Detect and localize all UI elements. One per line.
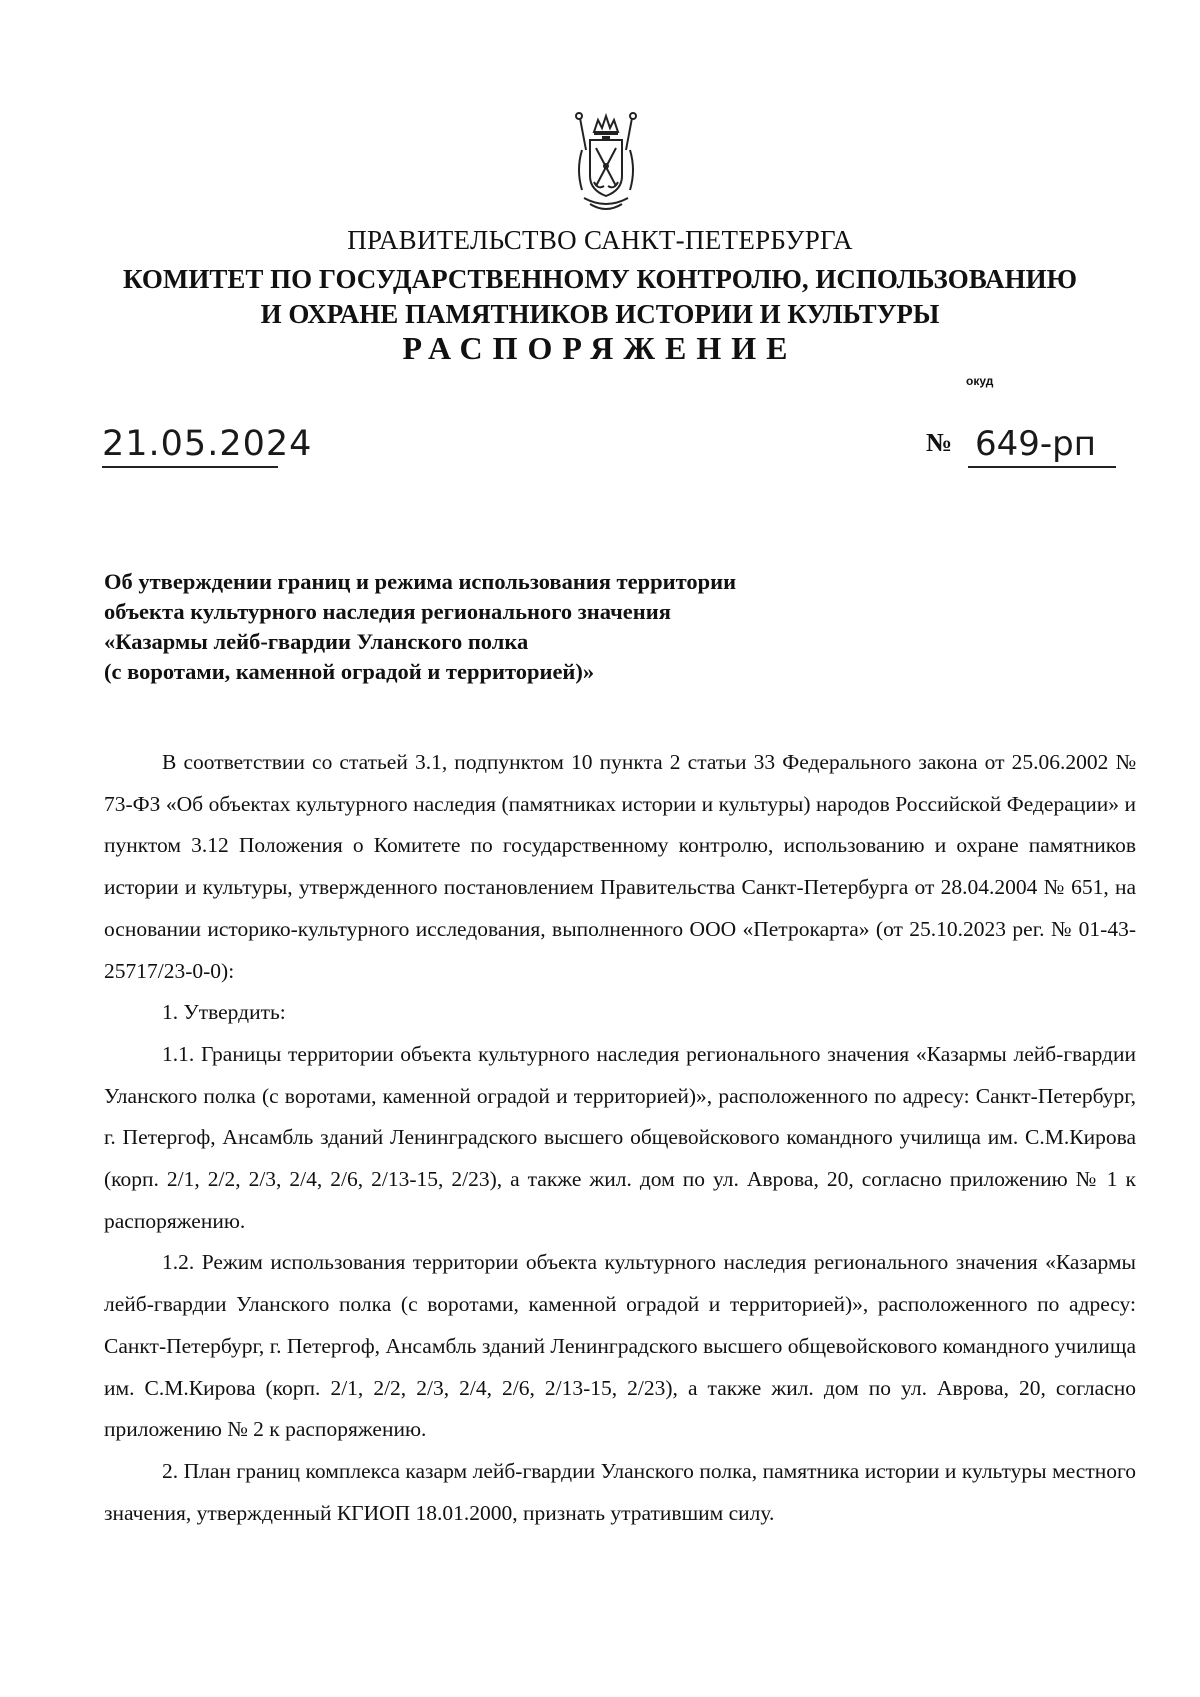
date-underline xyxy=(102,466,278,468)
item-1-2: 1.2. Режим использования территории объекта культурного наследия регионального значения «Казармы лейб-гвардии Уланского полка (с воротами, каменной оградой и территорией)», расположенного по адресу: Санкт-Петербург, г. Петергоф, Ансамбль зданий Ленинградского высшего общевойскового командного училища им. С.М.Кирова (корп. 2/1, 2/2, 2/3, 2/4, 2/6, 2/13-15, 2/23), а также жил. дом по ул. Аврова, 20, согласно приложению № 2 к распоряжению. xyxy=(104,1250,1136,1442)
document-type: РАСПОРЯЖЕНИЕ xyxy=(402,330,798,366)
number-sign: № xyxy=(926,428,953,457)
document-date: 21.05.2024 xyxy=(102,424,313,464)
okud-label: окуд xyxy=(966,374,994,388)
document-body xyxy=(104,742,1136,1534)
subject-line-4: (с воротами, каменной оградой и территорией)» xyxy=(104,659,595,684)
document-number: 649-рп xyxy=(975,424,1096,464)
intro-paragraph: В соответствии со статьей 3.1, подпунктом 10 пункта 2 статьи 33 Федерального закона от 25.06.2002 № 73-ФЗ «Об объектах культурного наследия (памятниках истории и культуры) народов Российской Федерации» и пунктом 3.12 Положения о Комитете по государственному контролю, использованию и охране памятников истории и культуры, утвержденного постановлением Правительства Санкт-Петербурга от 28.04.2004 № 651, на основании историко-культурного исследования, выполненного ООО «Петрокарта» (от 25.10.2023 рег. № 01-43-25717/23-0-0): xyxy=(104,750,1136,983)
subject-line-2: объекта культурного наследия регионального значения xyxy=(104,599,671,624)
committee-title-line-2: И ОХРАНЕ ПАМЯТНИКОВ ИСТОРИИ И КУЛЬТУРЫ xyxy=(260,299,940,329)
government-title: ПРАВИТЕЛЬСТВО САНКТ-ПЕТЕРБУРГА xyxy=(347,225,853,255)
saint-petersburg-coat-of-arms-icon xyxy=(568,110,644,216)
item-1-1: 1.1. Границы территории объекта культурного наследия регионального значения «Казармы лейб-гвардии Уланского полка (с воротами, каменной оградой и территорией)», расположенного по адресу: Санкт-Петербург, г. Петергоф, Ансамбль зданий Ленинградского высшего общевойскового командного училища им. С.М.Кирова (корп. 2/1, 2/2, 2/3, 2/4, 2/6, 2/13-15, 2/23), а также жил. дом по ул. Аврова, 20, согласно приложению № 1 к распоряжению. xyxy=(104,1041,1136,1233)
subject-line-1: Об утверждении границ и режима использования территории xyxy=(104,569,737,594)
item-1: 1. Утвердить: xyxy=(162,1000,286,1025)
committee-title xyxy=(0,262,1200,332)
document-subject xyxy=(104,567,736,687)
subject-line-3: «Казармы лейб-гвардии Уланского полка xyxy=(104,629,529,654)
committee-title-line-1: КОМИТЕТ ПО ГОСУДАРСТВЕННОМУ КОНТРОЛЮ, ИСПОЛЬЗОВАНИЮ xyxy=(123,264,1077,294)
number-underline xyxy=(968,466,1116,468)
item-2: 2. План границ комплекса казарм лейб-гвардии Уланского полка, памятника истории и культуры местного значения, утвержденный КГИОП 18.01.2000, признать утратившим силу. xyxy=(104,1458,1136,1525)
